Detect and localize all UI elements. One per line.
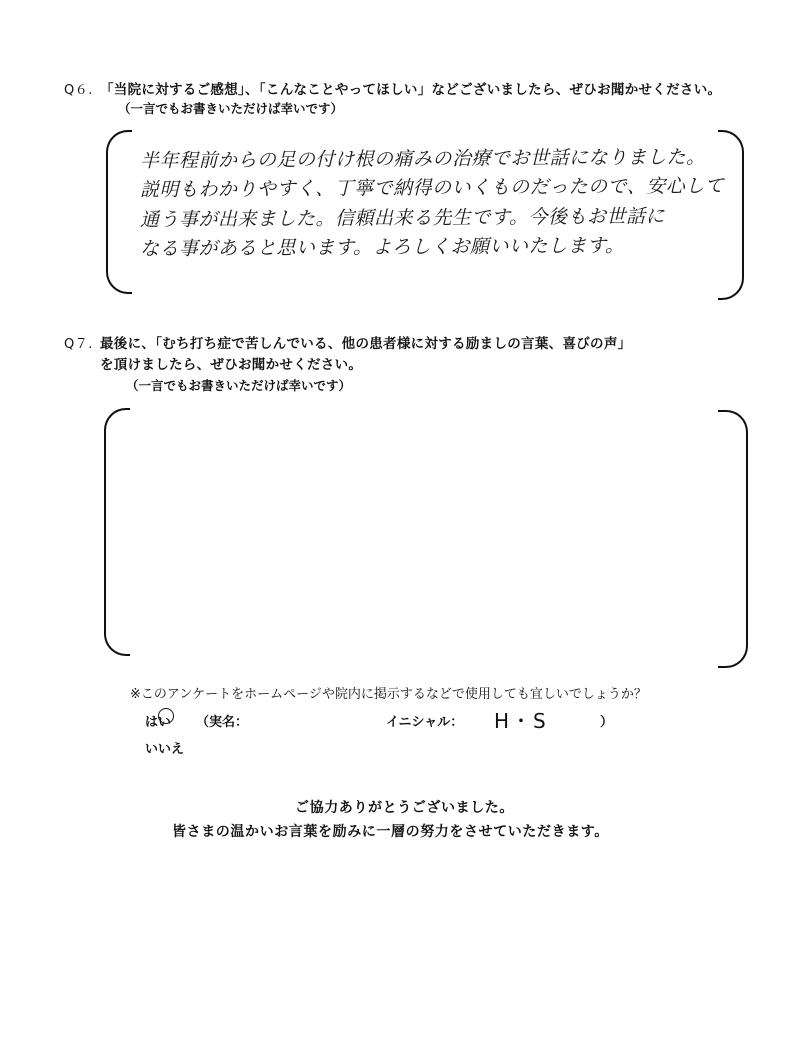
q7-answer-bracket-right (718, 410, 748, 668)
consent-yes-label: はい (145, 715, 172, 730)
q6-answer-bracket-right (718, 130, 744, 300)
q6-note: （一言でもお書きいただけば幸いです） (118, 101, 344, 116)
q7-label: Q７. (64, 337, 93, 352)
initials-field[interactable]: H・S (494, 709, 548, 733)
q7-answer-area[interactable] (130, 412, 716, 652)
real-name-field[interactable] (256, 706, 376, 728)
q7-question-line2: を頂けましたら、ぜひお聞かせください。 (100, 357, 363, 373)
q7-question-line1: 最後に、「むち打ち症で苦しんでいる、他の患者様に対する励ましの言葉、喜びの声」 (100, 336, 632, 352)
consent-yes-circle-mark (158, 708, 174, 724)
q6-answer-line: 半年程前からの足の付け根の痛みの治療でお世話になりました。 (139, 146, 706, 172)
real-name-label: （実名： (196, 715, 249, 730)
closing-line-2: 皆さまの温かいお言葉を励みに一層の努力をさせていただきます。 (172, 824, 609, 840)
q6-label: Q６. (64, 83, 93, 98)
initials-label: イニシャル： (386, 715, 464, 730)
q6-answer-bracket-left (106, 130, 132, 294)
consent-question: ※このアンケートをホームページや院内に掲示するなどで使用しても宜しいでしょうか？ (130, 687, 647, 702)
closing-line-1: ご協力ありがとうございました。 (295, 800, 514, 816)
q6-answer-line: なる事があると思います。よろしくお願いいたします。 (139, 234, 625, 260)
consent-no-label: いいえ (145, 742, 185, 757)
consent-no-option[interactable] (145, 738, 184, 757)
q6-answer-line: 通う事が出来ました。信頼出来る先生です。今後もお世話に (139, 205, 666, 231)
q6-question: 「当院に対するご感想」、「こんなことやってほしい」などございましたら、ぜひお聞かせください。 (100, 82, 722, 98)
q7-answer-bracket-left (104, 408, 130, 656)
initials-close-paren: ） (600, 715, 614, 730)
q6-answer-line: 説明もわかりやすく、丁寧で納得のいくものだったので、安心して (139, 174, 725, 201)
q7-note: （一言でもお書きいただけば幸いです） (126, 378, 352, 393)
